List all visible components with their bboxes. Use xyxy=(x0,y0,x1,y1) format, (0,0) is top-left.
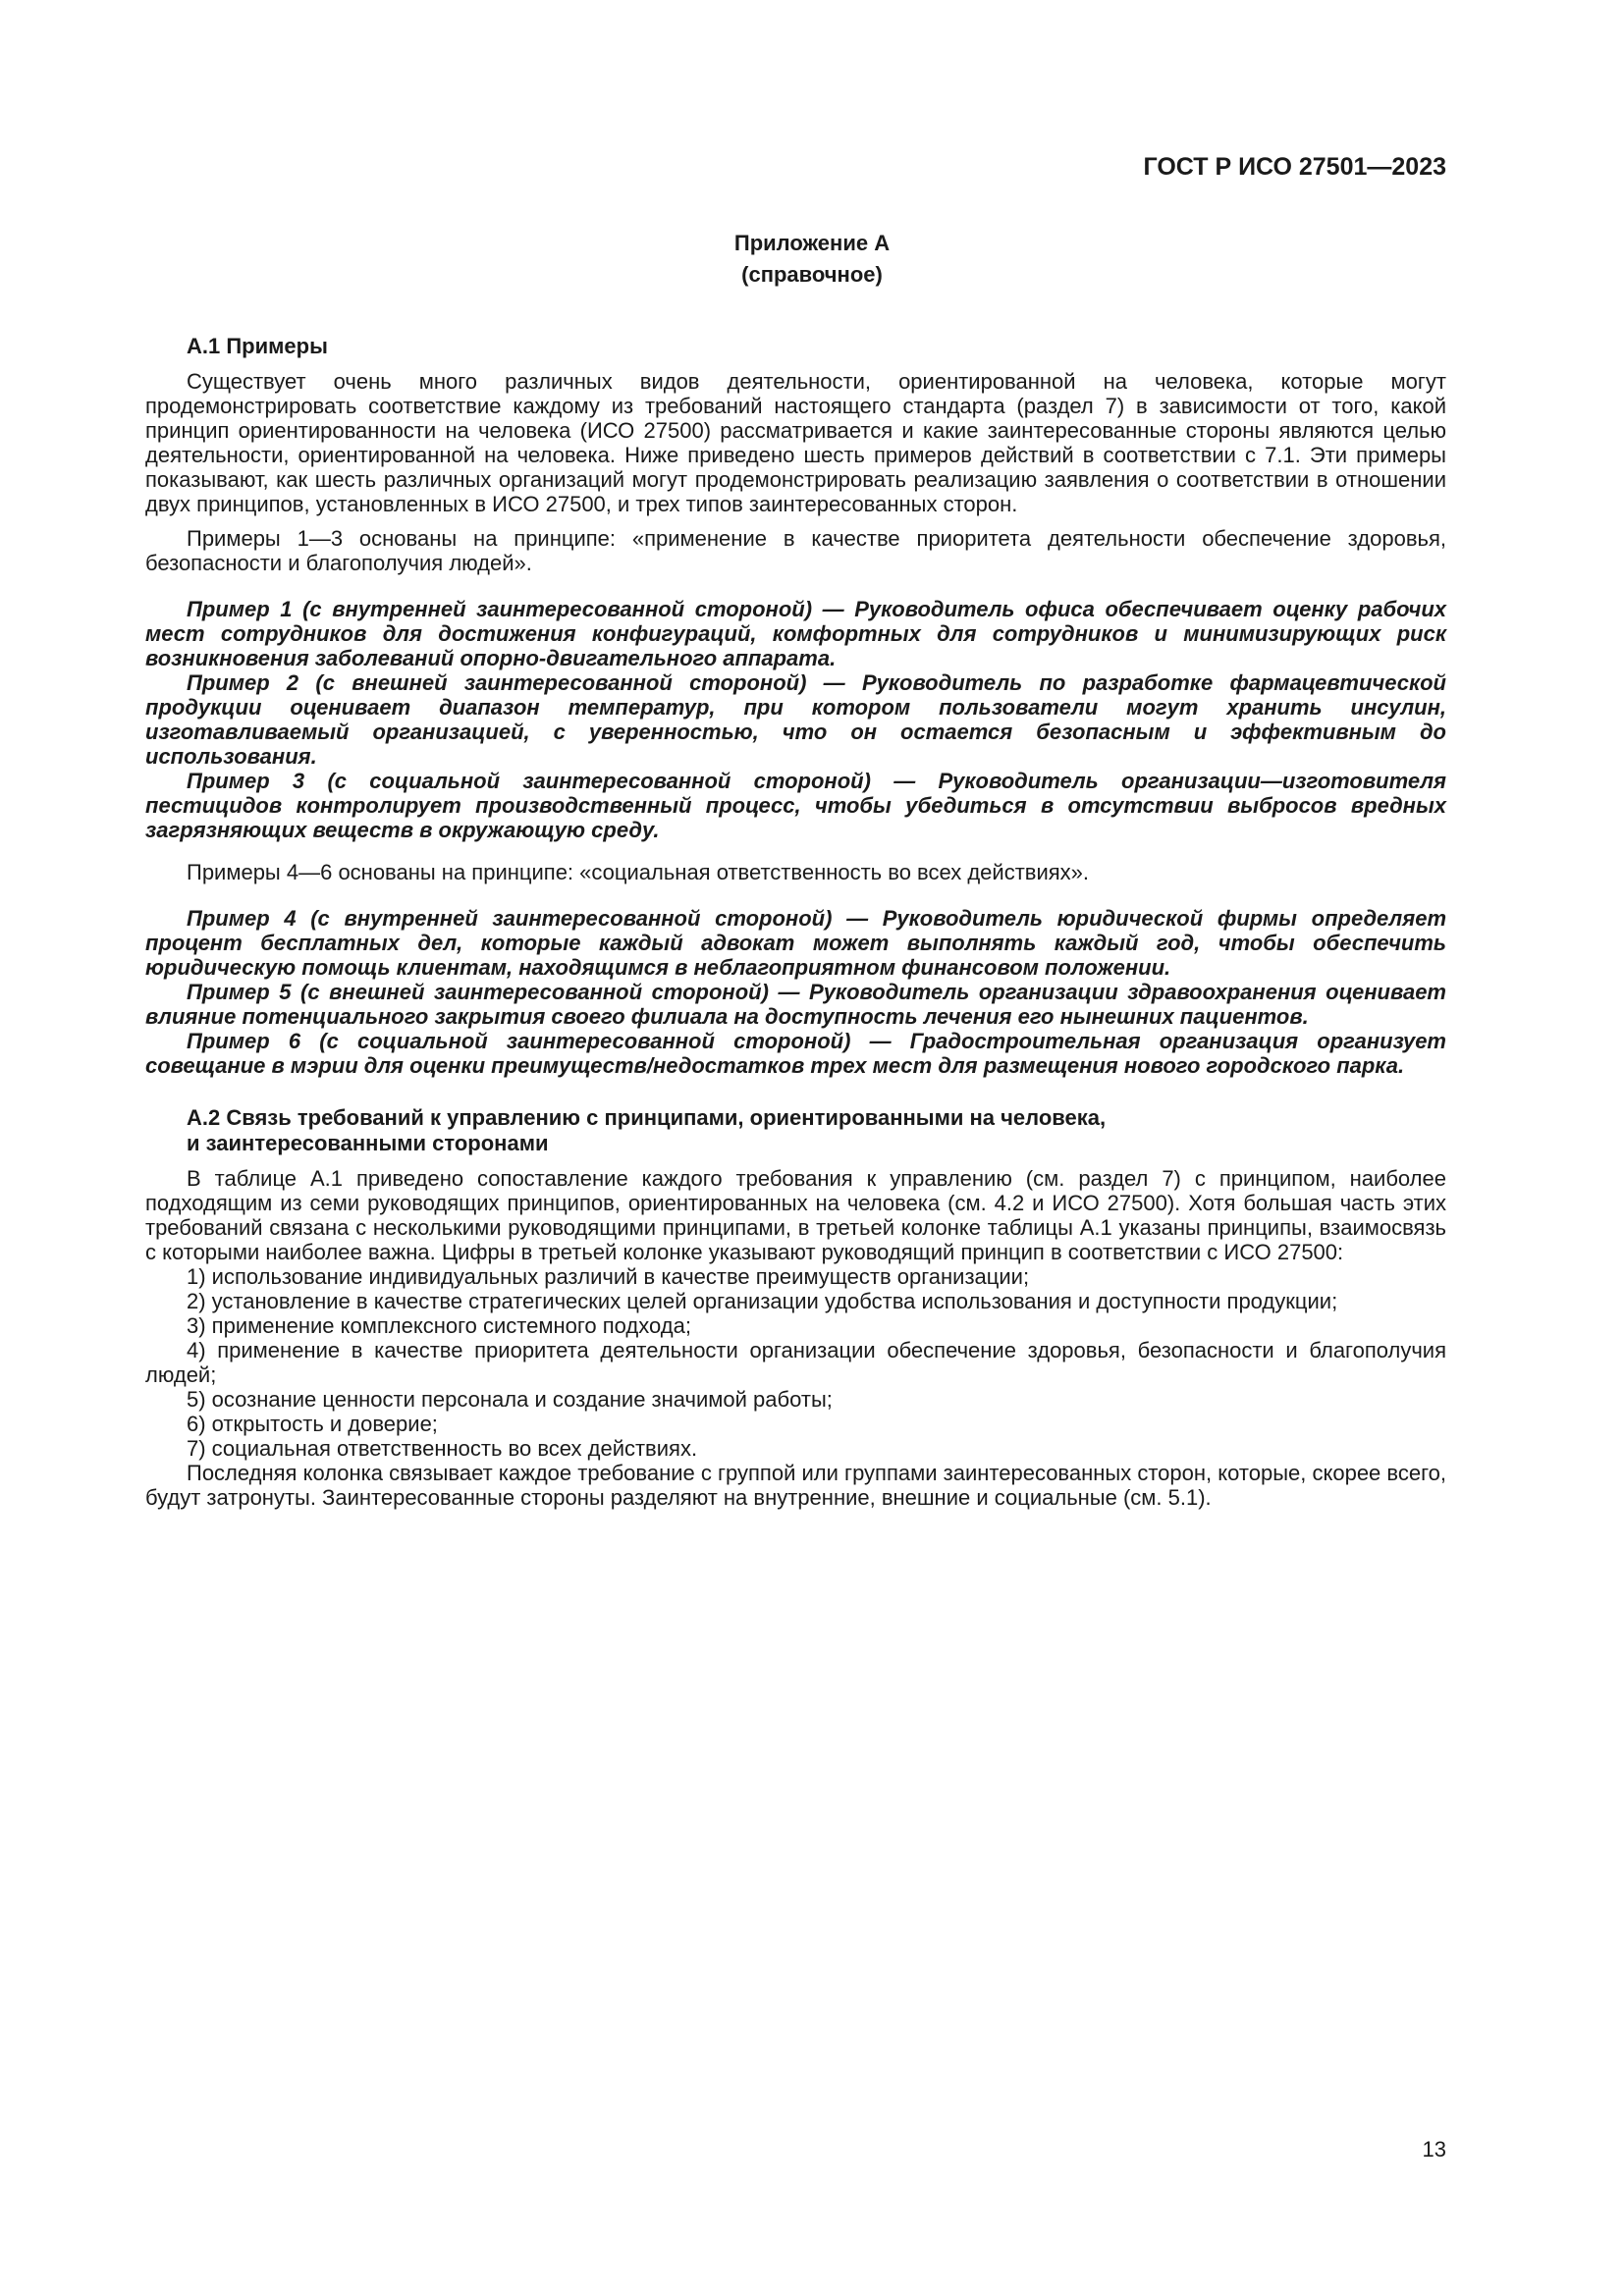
principle-1: 1) использование индивидуальных различий в качестве преимуществ организации; xyxy=(187,1264,1030,1289)
section-a2-intro: В таблице А.1 приведено сопоставление каждого требования к управлению (см. раздел 7) с принципом, наиболее подходящим из семи руководящих принципов, ориентированных на человека (см. 4.2 и ИСО 27500). Хотя большая часть этих требований связана с несколькими руководящими принципами, в третьей колонке таблицы А.1 указаны принципы, взаимосвязь с которыми наиболее важна. Цифры в третьей колонке указывают руководящий принцип в соответствии с ИСО 27500: xyxy=(145,1166,1446,1264)
principle-7: 7) социальная ответственность во всех действиях. xyxy=(187,1436,698,1461)
example-2: Пример 2 (с внешней заинтересованной стороной) — Руководитель по разработке фармацевтической продукции оценивает диапазон температур, при котором пользователи могут хранить инсулин, изготавливаемый организацией, с уверенностью, что он остается безопасным и эффективным до использования. xyxy=(145,670,1446,769)
example-6: Пример 6 (с социальной заинтересованной стороной) — Градостроительная организация организует совещание в мэрии для оценки преимуществ/недостатков трех мест для размещения нового городского парка. xyxy=(145,1029,1446,1078)
appendix-header xyxy=(0,228,1624,291)
principle-2: 2) установление в качестве стратегических целей организации удобства использования и доступности продукции; xyxy=(187,1289,1338,1313)
section-a1-intro: Существует очень много различных видов деятельности, ориентированной на человека, которые могут продемонстрировать соответствие каждому из требований настоящего стандарта (раздел 7) в зависимости от того, какой принцип ориентированности на человека (ИСО 27500) рассматривается и какие заинтересованные стороны являются целью деятельности, ориентированной на человека. Ниже приведено шесть примеров действий в соответствии с 7.1. Эти примеры показывают, как шесть различных организаций могут продемонстрировать реализацию заявления о соответствии в отношении двух принципов, установленных в ИСО 27500, и трех типов заинтересованных сторон. xyxy=(145,369,1446,516)
appendix-title: Приложение А xyxy=(733,231,891,255)
example-4: Пример 4 (с внутренней заинтересованной стороной) — Руководитель юридической фирмы определяет процент бесплатных дел, которые каждый адвокат может выполнять каждый год, чтобы обеспечить юридическую помощь клиентам, находящимся в неблагоприятном финансовом положении. xyxy=(145,906,1446,980)
principle-3: 3) применение комплексного системного подхода; xyxy=(187,1313,691,1338)
principle-4: 4) применение в качестве приоритета деятельности организации обеспечение здоровья, безопасности и благополучия людей; xyxy=(145,1338,1446,1387)
principle-6: 6) открытость и доверие; xyxy=(187,1412,438,1436)
section-a2-closing: Последняя колонка связывает каждое требование с группой или группами заинтересованных сторон, которые, скорее всего, будут затронуты. Заинтересованные стороны разделяют на внутренние, внешние и социальные (см. 5.1). xyxy=(145,1461,1446,1510)
appendix-subtitle: (справочное) xyxy=(741,262,883,287)
section-a2-heading xyxy=(145,1105,1446,1156)
example-5: Пример 5 (с внешней заинтересованной стороной) — Руководитель организации здравоохранения оценивает влияние потенциального закрытия своего филиала на доступность лечения его нынешних пациентов. xyxy=(145,980,1446,1029)
example-1: Пример 1 (с внутренней заинтересованной стороной) — Руководитель офиса обеспечивает оценку рабочих мест сотрудников для достижения конфигураций, комфортных для сотрудников и минимизирующих риск возникновения заболеваний опорно-двигательного аппарата. xyxy=(145,597,1446,670)
section-a1-heading: А.1 Примеры xyxy=(187,334,328,358)
page-number: 13 xyxy=(1422,2137,1446,2162)
principle-5: 5) осознание ценности персонала и создание значимой работы; xyxy=(187,1387,833,1412)
section-a2-heading-line1: А.2 Связь требований к управлению с принципами, ориентированными на человека, xyxy=(187,1105,1107,1130)
group2-intro: Примеры 4—6 основаны на принципе: «социальная ответственность во всех действиях». xyxy=(187,860,1090,884)
document-code: ГОСТ Р ИСО 27501—2023 xyxy=(1143,153,1446,181)
section-a2-heading-line2: и заинтересованными сторонами xyxy=(187,1131,549,1155)
document-body xyxy=(145,334,1446,1510)
example-3: Пример 3 (с социальной заинтересованной стороной) — Руководитель организации—изготовителя пестицидов контролирует производственный процесс, чтобы убедиться в отсутствии выбросов вредных загрязняющих веществ в окружающую среду. xyxy=(145,769,1446,842)
group1-intro: Примеры 1—3 основаны на принципе: «применение в качестве приоритета деятельности обеспечение здоровья, безопасности и благополучия людей». xyxy=(145,526,1446,575)
